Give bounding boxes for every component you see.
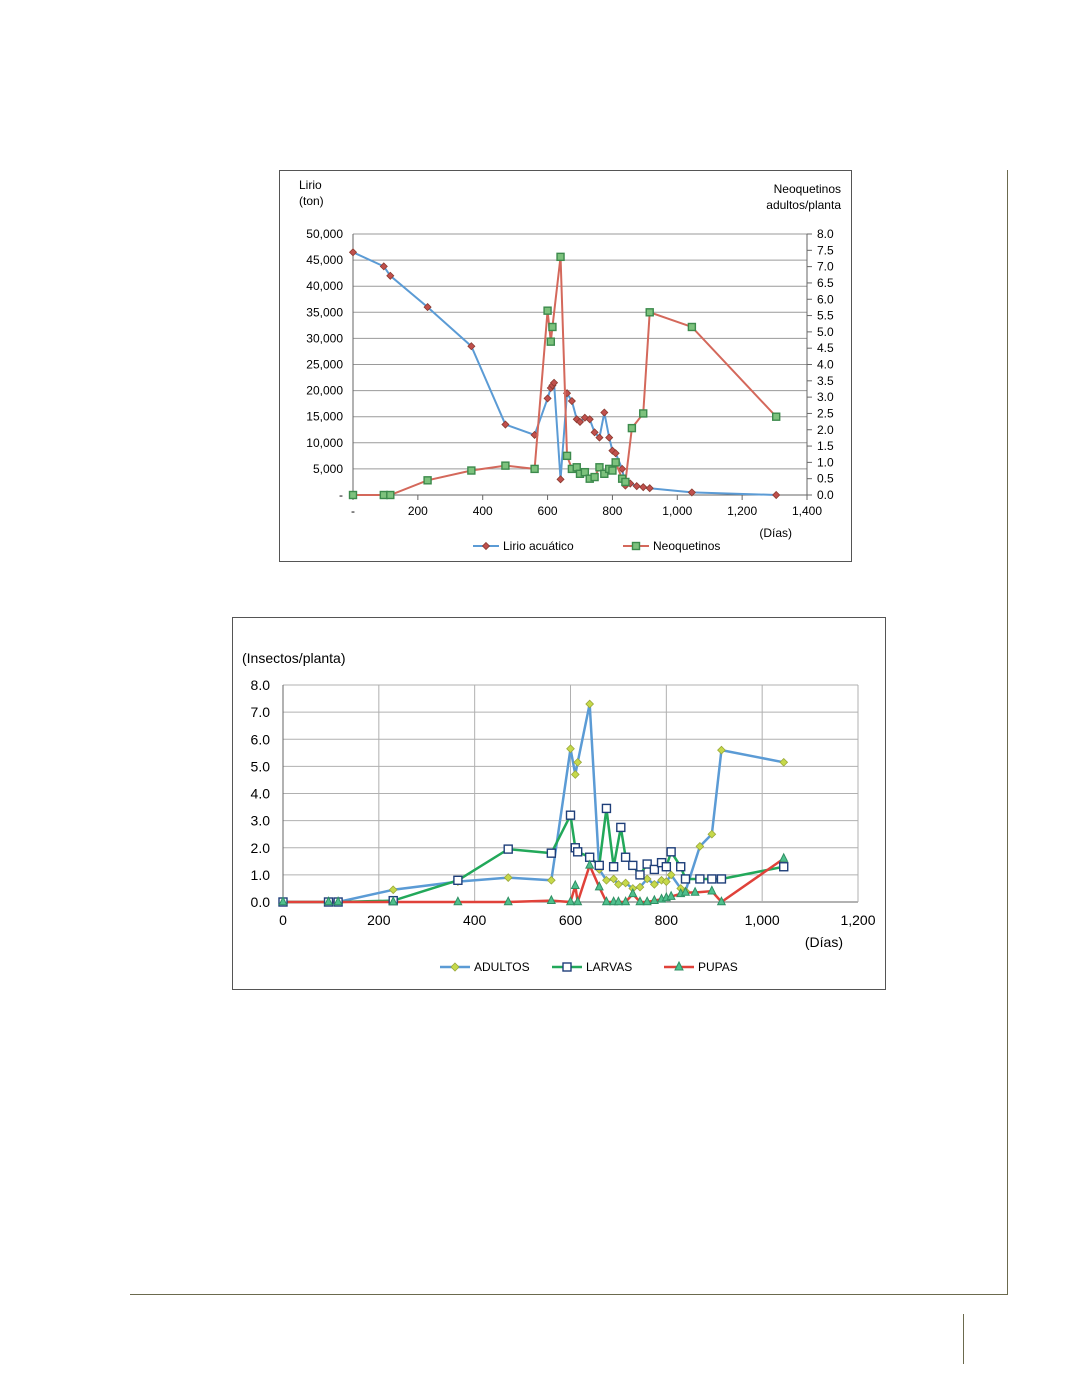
data-point-adultos <box>586 700 594 708</box>
data-point-larvas <box>504 845 512 853</box>
y-tick-label: 7.0 <box>250 704 270 721</box>
y-right-tick-label: 2.0 <box>817 422 834 437</box>
x-tick-label: 200 <box>367 912 391 928</box>
x-tick-label: 200 <box>407 504 428 518</box>
y-right-tick-label: 8.0 <box>817 227 834 241</box>
y-tick-label: 0.0 <box>250 894 270 910</box>
y-tick-label: 2.0 <box>250 839 270 856</box>
y-axis-label: (Insectos/planta) <box>242 650 346 666</box>
data-point-lirio-acuatico <box>640 484 647 491</box>
data-point-neoquetinos <box>688 323 695 330</box>
x-tick-label: 800 <box>654 912 679 928</box>
insectos-planta-chart <box>232 617 886 990</box>
x-tick-label: 0 <box>279 912 287 928</box>
data-point-neoquetinos <box>557 253 564 260</box>
data-point-neoquetinos <box>350 492 357 499</box>
x-tick-label: 1,400 <box>791 504 823 518</box>
data-point-lirio-acuatico <box>773 492 780 499</box>
data-point-lirio-acuatico <box>502 421 509 428</box>
x-tick-label: 1,000 <box>744 912 780 928</box>
legend-marker-neoquetinos <box>633 543 640 550</box>
data-point-larvas <box>617 823 625 831</box>
y-left-tick-label: 15,000 <box>306 409 343 424</box>
x-tick-label: 1,200 <box>840 912 876 928</box>
y-right-tick-label: 4.0 <box>817 357 834 372</box>
y-right-tick-label: 1.0 <box>817 455 834 470</box>
data-point-lirio-acuatico <box>544 395 551 402</box>
data-point-neoquetinos <box>424 477 431 484</box>
data-point-adultos <box>780 759 788 767</box>
data-point-neoquetinos <box>564 452 571 459</box>
page-number-divider <box>963 1314 964 1364</box>
data-point-lirio-acuatico <box>350 249 357 256</box>
y-left-axis-label: (ton) <box>299 194 324 208</box>
y-right-tick-label: 7.0 <box>817 259 834 274</box>
y-left-tick-label: 35,000 <box>306 305 343 320</box>
legend-label-adultos: ADULTOS <box>474 960 530 974</box>
y-left-tick-label: - <box>339 488 343 502</box>
y-right-tick-label: 4.5 <box>817 341 834 356</box>
y-right-tick-label: 7.5 <box>817 243 834 258</box>
y-tick-label: 6.0 <box>250 731 270 748</box>
data-point-neoquetinos <box>502 462 509 469</box>
data-point-pupas <box>574 897 582 905</box>
x-tick-label: 1,200 <box>727 504 758 518</box>
legend-marker-lirio-acuatico <box>483 543 490 550</box>
data-point-larvas <box>682 875 690 883</box>
data-point-pupas <box>571 881 579 889</box>
data-point-neoquetinos <box>591 474 598 481</box>
series-line-larvas <box>283 808 784 902</box>
data-point-adultos <box>567 745 575 753</box>
legend-marker-larvas <box>563 963 571 971</box>
data-point-adultos <box>571 771 579 779</box>
data-point-larvas <box>677 863 685 871</box>
x-tick-label: 600 <box>558 912 583 928</box>
data-point-adultos <box>574 759 582 767</box>
data-point-neoquetinos <box>387 492 394 499</box>
data-point-neoquetinos <box>628 425 635 432</box>
x-axis-label: (Días) <box>804 934 843 950</box>
y-tick-label: 8.0 <box>250 677 270 693</box>
data-point-larvas <box>622 853 630 861</box>
data-point-larvas <box>629 861 637 869</box>
y-left-tick-label: 45,000 <box>306 253 343 268</box>
y-right-axis-label: Neoquetinos <box>773 182 841 196</box>
y-right-tick-label: 3.0 <box>817 390 834 405</box>
data-point-larvas <box>454 876 462 884</box>
data-point-neoquetinos <box>640 410 647 417</box>
data-point-larvas <box>574 848 582 856</box>
x-axis-label: (Días) <box>759 526 792 540</box>
data-point-pupas <box>780 854 788 862</box>
data-point-neoquetinos <box>773 413 780 420</box>
data-point-neoquetinos <box>609 467 616 474</box>
data-point-neoquetinos <box>468 467 475 474</box>
data-point-larvas <box>662 863 670 871</box>
legend-label-neoquetinos: Neoquetinos <box>653 539 721 553</box>
y-right-axis-label: adultos/planta <box>766 198 841 212</box>
chart-2-svg <box>233 618 885 989</box>
x-tick-label: 1,000 <box>662 504 693 518</box>
data-point-adultos <box>718 746 726 754</box>
data-point-larvas <box>610 863 618 871</box>
y-right-tick-label: 6.0 <box>817 292 834 307</box>
y-right-tick-label: 0.0 <box>817 488 834 502</box>
data-point-neoquetinos <box>549 323 556 330</box>
series-line-adultos <box>283 704 784 902</box>
data-point-pupas <box>629 889 637 897</box>
y-left-tick-label: 10,000 <box>306 435 343 450</box>
data-point-larvas <box>708 875 716 883</box>
x-tick-label: 600 <box>537 504 558 518</box>
data-point-adultos <box>548 877 556 885</box>
page-rule-horizontal <box>130 1294 1008 1295</box>
data-point-larvas <box>547 849 555 857</box>
data-point-larvas <box>636 871 644 879</box>
data-point-neoquetinos <box>646 309 653 316</box>
y-right-tick-label: 3.5 <box>817 373 834 388</box>
y-tick-label: 4.0 <box>250 785 270 802</box>
y-tick-label: 3.0 <box>250 812 270 829</box>
data-point-adultos <box>389 886 397 894</box>
data-point-neoquetinos <box>612 459 619 466</box>
y-right-tick-label: 6.5 <box>817 275 834 290</box>
data-point-larvas <box>696 875 704 883</box>
data-point-lirio-acuatico <box>557 476 564 483</box>
y-left-tick-label: 40,000 <box>306 279 343 294</box>
y-tick-label: 1.0 <box>250 866 270 883</box>
legend-label-larvas: LARVAS <box>586 960 633 974</box>
x-tick-label: 400 <box>472 504 493 518</box>
legend-label-lirio-acuatico: Lirio acuático <box>503 539 574 553</box>
y-left-axis-label: Lirio <box>299 178 322 192</box>
data-point-lirio-acuatico <box>601 409 608 416</box>
legend-label-pupas: PUPAS <box>698 960 738 974</box>
y-right-tick-label: 5.0 <box>817 324 834 339</box>
y-left-tick-label: 20,000 <box>306 383 343 398</box>
x-tick-label: - <box>351 504 355 518</box>
data-point-larvas <box>780 863 788 871</box>
chart-1-svg <box>280 171 851 561</box>
legend-marker-adultos <box>451 963 459 971</box>
data-point-lirio-acuatico <box>646 485 653 492</box>
data-point-neoquetinos <box>547 338 554 345</box>
data-point-larvas <box>667 848 675 856</box>
y-left-tick-label: 50,000 <box>306 227 343 241</box>
page-rule-vertical <box>1007 170 1008 1295</box>
y-left-tick-label: 30,000 <box>306 331 343 346</box>
y-tick-label: 5.0 <box>250 758 270 775</box>
data-point-neoquetinos <box>531 465 538 472</box>
x-tick-label: 400 <box>462 912 487 928</box>
data-point-larvas <box>567 811 575 819</box>
y-left-tick-label: 25,000 <box>306 357 343 372</box>
data-point-larvas <box>717 875 725 883</box>
y-right-tick-label: 5.5 <box>817 308 834 323</box>
x-tick-label: 800 <box>602 504 623 518</box>
y-left-tick-label: 5,000 <box>312 461 343 476</box>
data-point-larvas <box>595 861 603 869</box>
y-right-tick-label: 1.5 <box>817 439 834 454</box>
data-point-lirio-acuatico <box>606 434 613 441</box>
y-right-tick-label: 0.5 <box>817 471 834 486</box>
data-point-larvas <box>602 804 610 812</box>
data-point-neoquetinos <box>544 307 551 314</box>
data-point-lirio-acuatico <box>633 483 640 490</box>
lirio-neoquetinos-chart <box>279 170 852 562</box>
y-right-tick-label: 2.5 <box>817 406 834 421</box>
data-point-neoquetinos <box>622 478 629 485</box>
